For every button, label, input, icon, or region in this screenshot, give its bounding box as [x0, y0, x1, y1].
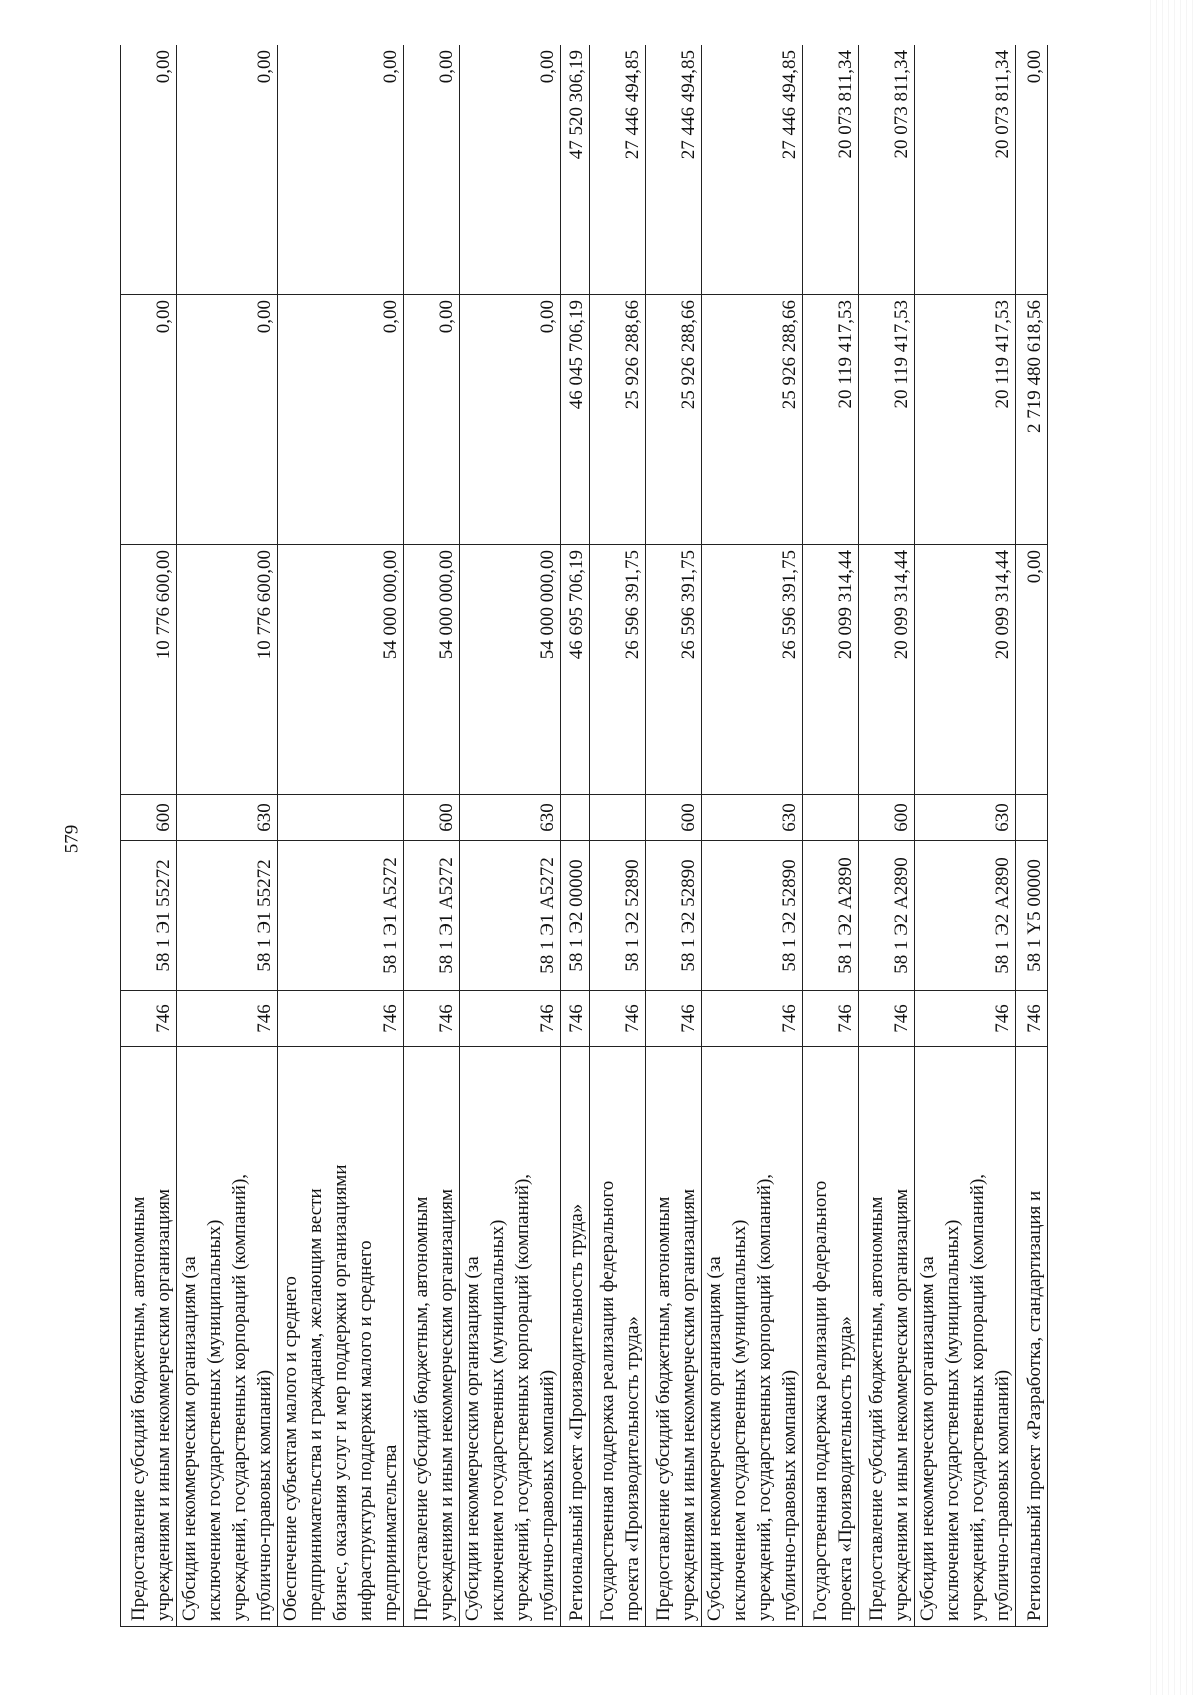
- sum-year-3: 20 073 811,34: [803, 45, 859, 295]
- expense-type: 630: [915, 795, 1016, 841]
- row-name-line: Субсидии некоммерческим организациям (за: [704, 1256, 725, 1621]
- ministry-code: 746: [590, 991, 646, 1047]
- row-name-line: учреждений, государственных корпораций (компаний),: [512, 1173, 533, 1621]
- sum-year-1: 26 596 391,75: [702, 545, 803, 795]
- budget-table-body: [121, 45, 1048, 1627]
- row-name-line: учреждений, государственных корпораций (компаний),: [967, 1173, 988, 1621]
- target-article: 58 1 Э2 00000: [561, 841, 590, 991]
- expense-type: [803, 795, 859, 841]
- sum-year-1: 54 000 000,00: [404, 545, 460, 795]
- row-name: [859, 1047, 915, 1627]
- target-article: 58 1 Э2 52890: [590, 841, 646, 991]
- sum-year-2: 0,00: [177, 295, 278, 545]
- sum-year-3: 0,00: [177, 45, 278, 295]
- row-name: [1016, 1047, 1048, 1627]
- row-name-line: Субсидии некоммерческим организациям (за: [179, 1256, 200, 1621]
- sum-year-1: 54 000 000,00: [278, 545, 404, 795]
- row-name: [177, 1047, 278, 1627]
- row-name-line: учреждениям и иным некоммерческим организациям: [153, 1188, 174, 1621]
- page-number: 579: [61, 824, 83, 854]
- expense-type: 600: [646, 795, 702, 841]
- table-row: [404, 45, 460, 1627]
- target-article: 58 1 Э1 55272: [177, 841, 278, 991]
- row-name-line: Предоставление субсидий бюджетным, автономным: [866, 1196, 887, 1621]
- row-name-line: учреждений, государственных корпораций (компаний),: [229, 1173, 250, 1621]
- sum-year-3: 0,00: [460, 45, 561, 295]
- row-name-line: публично-правовых компаний): [779, 1369, 800, 1621]
- row-name-line: исключением государственных (муниципальных): [729, 1219, 750, 1621]
- row-name: [121, 1047, 177, 1627]
- expense-type: [590, 795, 646, 841]
- sum-year-1: 26 596 391,75: [646, 545, 702, 795]
- row-name: [590, 1047, 646, 1627]
- ministry-code: 746: [561, 991, 590, 1047]
- row-name: [278, 1047, 404, 1627]
- row-name: [803, 1047, 859, 1627]
- sum-year-2: 46 045 706,19: [561, 295, 590, 545]
- expense-type: 600: [121, 795, 177, 841]
- row-name-line: Предоставление субсидий бюджетным, автономным: [411, 1196, 432, 1621]
- row-name-line: учреждениям и иным некоммерческим организациям: [891, 1188, 912, 1621]
- table-row: [859, 45, 915, 1627]
- sum-year-2: 20 119 417,53: [803, 295, 859, 545]
- sum-year-2: 0,00: [404, 295, 460, 545]
- sum-year-3: 20 073 811,34: [915, 45, 1016, 295]
- sum-year-2: 0,00: [460, 295, 561, 545]
- sum-year-3: 47 520 306,19: [561, 45, 590, 295]
- budget-table: [120, 45, 1048, 1627]
- row-name: [561, 1047, 590, 1627]
- row-name-line: Обеспечение субъектам малого и среднего: [280, 1276, 301, 1621]
- table-row: [278, 45, 404, 1627]
- ministry-code: 746: [1016, 991, 1048, 1047]
- expense-type: 630: [177, 795, 278, 841]
- scan-edge-artifact: [1150, 0, 1198, 1695]
- row-name-line: Предоставление субсидий бюджетным, автономным: [653, 1196, 674, 1621]
- sum-year-2: 25 926 288,66: [646, 295, 702, 545]
- sum-year-3: 20 073 811,34: [859, 45, 915, 295]
- sum-year-2: 2 719 480 618,56: [1016, 295, 1048, 545]
- table-row: [121, 45, 177, 1627]
- expense-type: 600: [404, 795, 460, 841]
- ministry-code: 746: [702, 991, 803, 1047]
- expense-type: [1016, 795, 1048, 841]
- row-name-line: предпринимательства и гражданам, желающим вести: [305, 1188, 326, 1621]
- sum-year-1: 0,00: [1016, 545, 1048, 795]
- sum-year-3: 0,00: [1016, 45, 1048, 295]
- ministry-code: 746: [278, 991, 404, 1047]
- table-row: [177, 45, 278, 1627]
- expense-type: 630: [460, 795, 561, 841]
- row-name-line: Предоставление субсидий бюджетным, автономным: [128, 1196, 149, 1621]
- target-article: 58 1 Э1 А5272: [278, 841, 404, 991]
- ministry-code: 746: [404, 991, 460, 1047]
- target-article: 58 1 Э2 А2890: [915, 841, 1016, 991]
- expense-type: 600: [859, 795, 915, 841]
- sum-year-3: 27 446 494,85: [702, 45, 803, 295]
- row-name-line: публично-правовых компаний): [992, 1369, 1013, 1621]
- row-name-line: исключением государственных (муниципальных): [204, 1219, 225, 1621]
- row-name-line: инфраструктуры поддержки малого и среднего: [355, 1240, 376, 1621]
- sum-year-1: 10 776 600,00: [177, 545, 278, 795]
- row-name-line: исключением государственных (муниципальных): [942, 1219, 963, 1621]
- row-name-line: учреждениям и иным некоммерческим организациям: [436, 1188, 457, 1621]
- table-row: [561, 45, 590, 1627]
- row-name-line: учреждениям и иным некоммерческим организациям: [678, 1188, 699, 1621]
- row-name-line: публично-правовых компаний): [254, 1369, 275, 1621]
- sum-year-2: 0,00: [278, 295, 404, 545]
- sum-year-1: 54 000 000,00: [460, 545, 561, 795]
- target-article: 58 1 Э2 52890: [702, 841, 803, 991]
- row-name-line: проекта «Производительность труда»: [835, 1316, 856, 1621]
- table-row: [460, 45, 561, 1627]
- sum-year-3: 27 446 494,85: [590, 45, 646, 295]
- ministry-code: 746: [460, 991, 561, 1047]
- row-name: [915, 1047, 1016, 1627]
- sum-year-3: 0,00: [278, 45, 404, 295]
- row-name-line: проекта «Производительность труда»: [622, 1316, 643, 1621]
- row-name-line: Субсидии некоммерческим организациям (за: [917, 1256, 938, 1621]
- sum-year-2: 25 926 288,66: [702, 295, 803, 545]
- sum-year-3: 27 446 494,85: [646, 45, 702, 295]
- sum-year-1: 20 099 314,44: [859, 545, 915, 795]
- row-name: [460, 1047, 561, 1627]
- target-article: 58 1 Э1 А5272: [404, 841, 460, 991]
- row-name-line: публично-правовых компаний): [537, 1369, 558, 1621]
- row-name: [646, 1047, 702, 1627]
- ministry-code: 746: [121, 991, 177, 1047]
- sum-year-1: 46 695 706,19: [561, 545, 590, 795]
- target-article: 58 1 Э1 55272: [121, 841, 177, 991]
- row-name-line: Субсидии некоммерческим организациям (за: [462, 1256, 483, 1621]
- row-name: [702, 1047, 803, 1627]
- row-name: [404, 1047, 460, 1627]
- sum-year-3: 0,00: [404, 45, 460, 295]
- row-name-line: учреждений, государственных корпораций (компаний),: [754, 1173, 775, 1621]
- sum-year-2: 0,00: [121, 295, 177, 545]
- row-name-line: Государственная поддержка реализации федерального: [597, 1180, 618, 1621]
- target-article: 58 1 Э2 52890: [646, 841, 702, 991]
- row-name-line: предпринимательства: [380, 1444, 401, 1621]
- table-row: [803, 45, 859, 1627]
- sum-year-1: 20 099 314,44: [803, 545, 859, 795]
- expense-type: [561, 795, 590, 841]
- table-row: [646, 45, 702, 1627]
- target-article: 58 1 Э2 А2890: [803, 841, 859, 991]
- sum-year-2: 20 119 417,53: [859, 295, 915, 545]
- sum-year-3: 0,00: [121, 45, 177, 295]
- ministry-code: 746: [646, 991, 702, 1047]
- target-article: 58 1 Э1 А5272: [460, 841, 561, 991]
- target-article: 58 1 Э2 А2890: [859, 841, 915, 991]
- table-row: [1016, 45, 1048, 1627]
- rotated-page: [120, 45, 1120, 1627]
- ministry-code: 746: [803, 991, 859, 1047]
- row-name-line: исключением государственных (муниципальных): [487, 1219, 508, 1621]
- ministry-code: 746: [177, 991, 278, 1047]
- table-row: [702, 45, 803, 1627]
- expense-type: [278, 795, 404, 841]
- row-name-line: бизнес, оказания услуг и мер поддержки организациями: [330, 1164, 351, 1621]
- expense-type: 630: [702, 795, 803, 841]
- row-name-line: Государственная поддержка реализации федерального: [810, 1180, 831, 1621]
- table-row: [915, 45, 1016, 1627]
- sum-year-1: 20 099 314,44: [915, 545, 1016, 795]
- table-viewport: [120, 45, 1120, 1627]
- sum-year-2: 20 119 417,53: [915, 295, 1016, 545]
- sum-year-1: 26 596 391,75: [590, 545, 646, 795]
- target-article: 58 1 Y5 00000: [1016, 841, 1048, 991]
- ministry-code: 746: [859, 991, 915, 1047]
- row-name-line: Региональный проект «Разработка, стандартизация и: [1024, 1190, 1045, 1621]
- sum-year-1: 10 776 600,00: [121, 545, 177, 795]
- table-row: [590, 45, 646, 1627]
- sum-year-2: 25 926 288,66: [590, 295, 646, 545]
- ministry-code: 746: [915, 991, 1016, 1047]
- row-name-line: Региональный проект «Производительность труда»: [566, 1203, 587, 1621]
